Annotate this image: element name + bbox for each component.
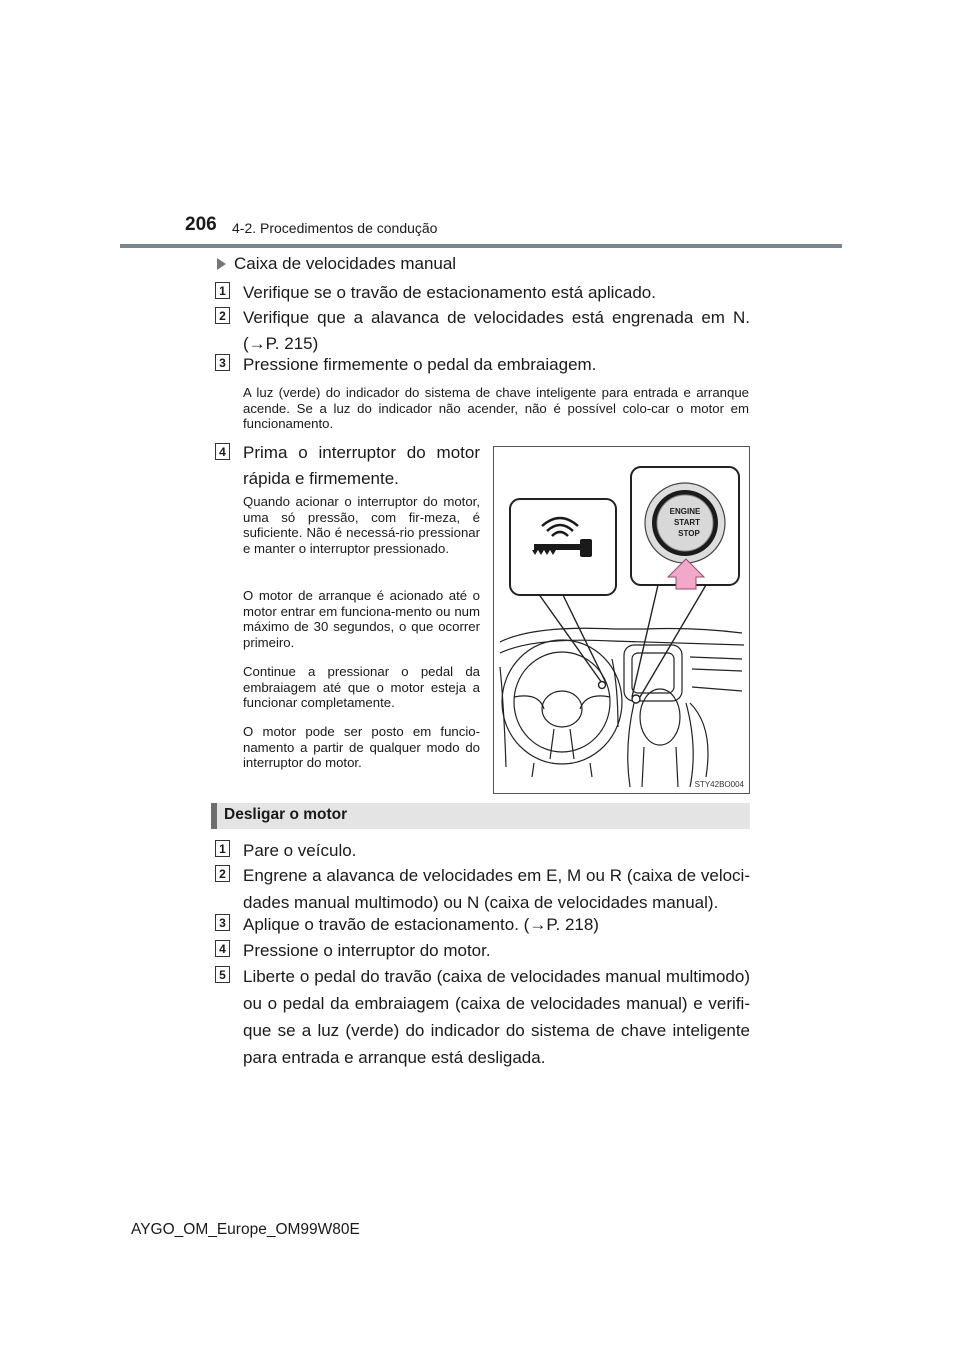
button-label-engine: ENGINE <box>669 507 701 516</box>
step-number-4: 4 <box>215 443 230 460</box>
stop-step-2-text: Engrene a alavanca de velocidades em E, M ou R (caixa de veloci-dades manual multimodo) ou N (caixa de velocidades manual). <box>243 866 750 912</box>
stop-step-number-3: 3 <box>215 914 230 931</box>
header-rule <box>120 244 842 248</box>
stop-step-1-text: Pare o veículo. <box>243 841 357 860</box>
step-2-ref: (→P. 215) <box>243 334 319 353</box>
stop-step-number-4: 4 <box>215 940 230 957</box>
engine-start-stop-button <box>645 483 725 563</box>
step-4-text: Prima o interruptor do motor rápida e firmemente. <box>243 443 480 488</box>
stop-step-number-5: 5 <box>215 966 230 983</box>
step-3-text: Pressione firmemente o pedal da embraiagem. <box>243 355 597 374</box>
button-label-start: START <box>673 518 701 527</box>
stop-step-4-text: Pressione o interruptor do motor. <box>243 941 491 960</box>
step-4-note-4: O motor pode ser posto em funcio-namento a partir de qualquer modo do interruptor do motor. <box>243 724 480 771</box>
step-4-note-1: Quando acionar o interruptor do motor, uma só pressão, com fir-meza, é suficiente. Não é necessá-rio pressionar e manter o interruptor pressionado. <box>243 494 480 556</box>
stop-step-number-2: 2 <box>215 865 230 882</box>
page-number: 206 <box>185 214 217 235</box>
section-bar-accent <box>211 803 217 829</box>
step-number-3: 3 <box>215 354 230 371</box>
step-4-note-2: O motor de arranque é acionado até o motor entrar em funciona-mento ou num máximo de 30 segundos, o que ocorrer primeiro. <box>243 588 480 650</box>
triangle-bullet-icon <box>217 258 226 270</box>
stop-step-number-1: 1 <box>215 840 230 857</box>
button-label-stop: STOP <box>678 529 700 538</box>
footer-doc-id: AYGO_OM_Europe_OM99W80E <box>131 1221 360 1238</box>
subsection-heading <box>217 254 456 274</box>
stop-step-3-text: Aplique o travão de estacionamento. (→P. 218) <box>243 915 599 934</box>
step-4-note-3: Continue a pressionar o pedal da embraiagem até que o motor esteja a funcionar completamente. <box>243 664 480 711</box>
subsection-label: Caixa de velocidades manual <box>234 254 457 273</box>
dashboard-drawing <box>494 447 749 793</box>
step-number-2: 2 <box>215 307 230 324</box>
step-2-text: Verifique que a alavanca de velocidades está engrenada em N. <box>243 308 750 327</box>
dashboard-illustration <box>493 446 750 794</box>
stop-step-5-text: Liberte o pedal do travão (caixa de velocidades manual multimodo) ou o pedal da embraiagem (caixa de velocidades manual) e verifi-que se a luz (verde) do indicador do sistema de chave inteligente para entrada e arranque está desligada. <box>243 967 750 1067</box>
section-title: 4-2. Procedimentos de condução <box>232 220 438 236</box>
step-number-1: 1 <box>215 282 230 299</box>
section-bar-title: Desligar o motor <box>224 806 348 823</box>
step-3-note: A luz (verde) do indicador do sistema de chave inteligente para entrada e arranque acende. Se a luz do indicador não acender, não é possível colo-car o motor em funcionamento. <box>243 385 749 432</box>
figure-code: STY42BO004 <box>694 780 744 789</box>
step-1-text: Verifique se o travão de estacionamento está aplicado. <box>243 283 656 302</box>
